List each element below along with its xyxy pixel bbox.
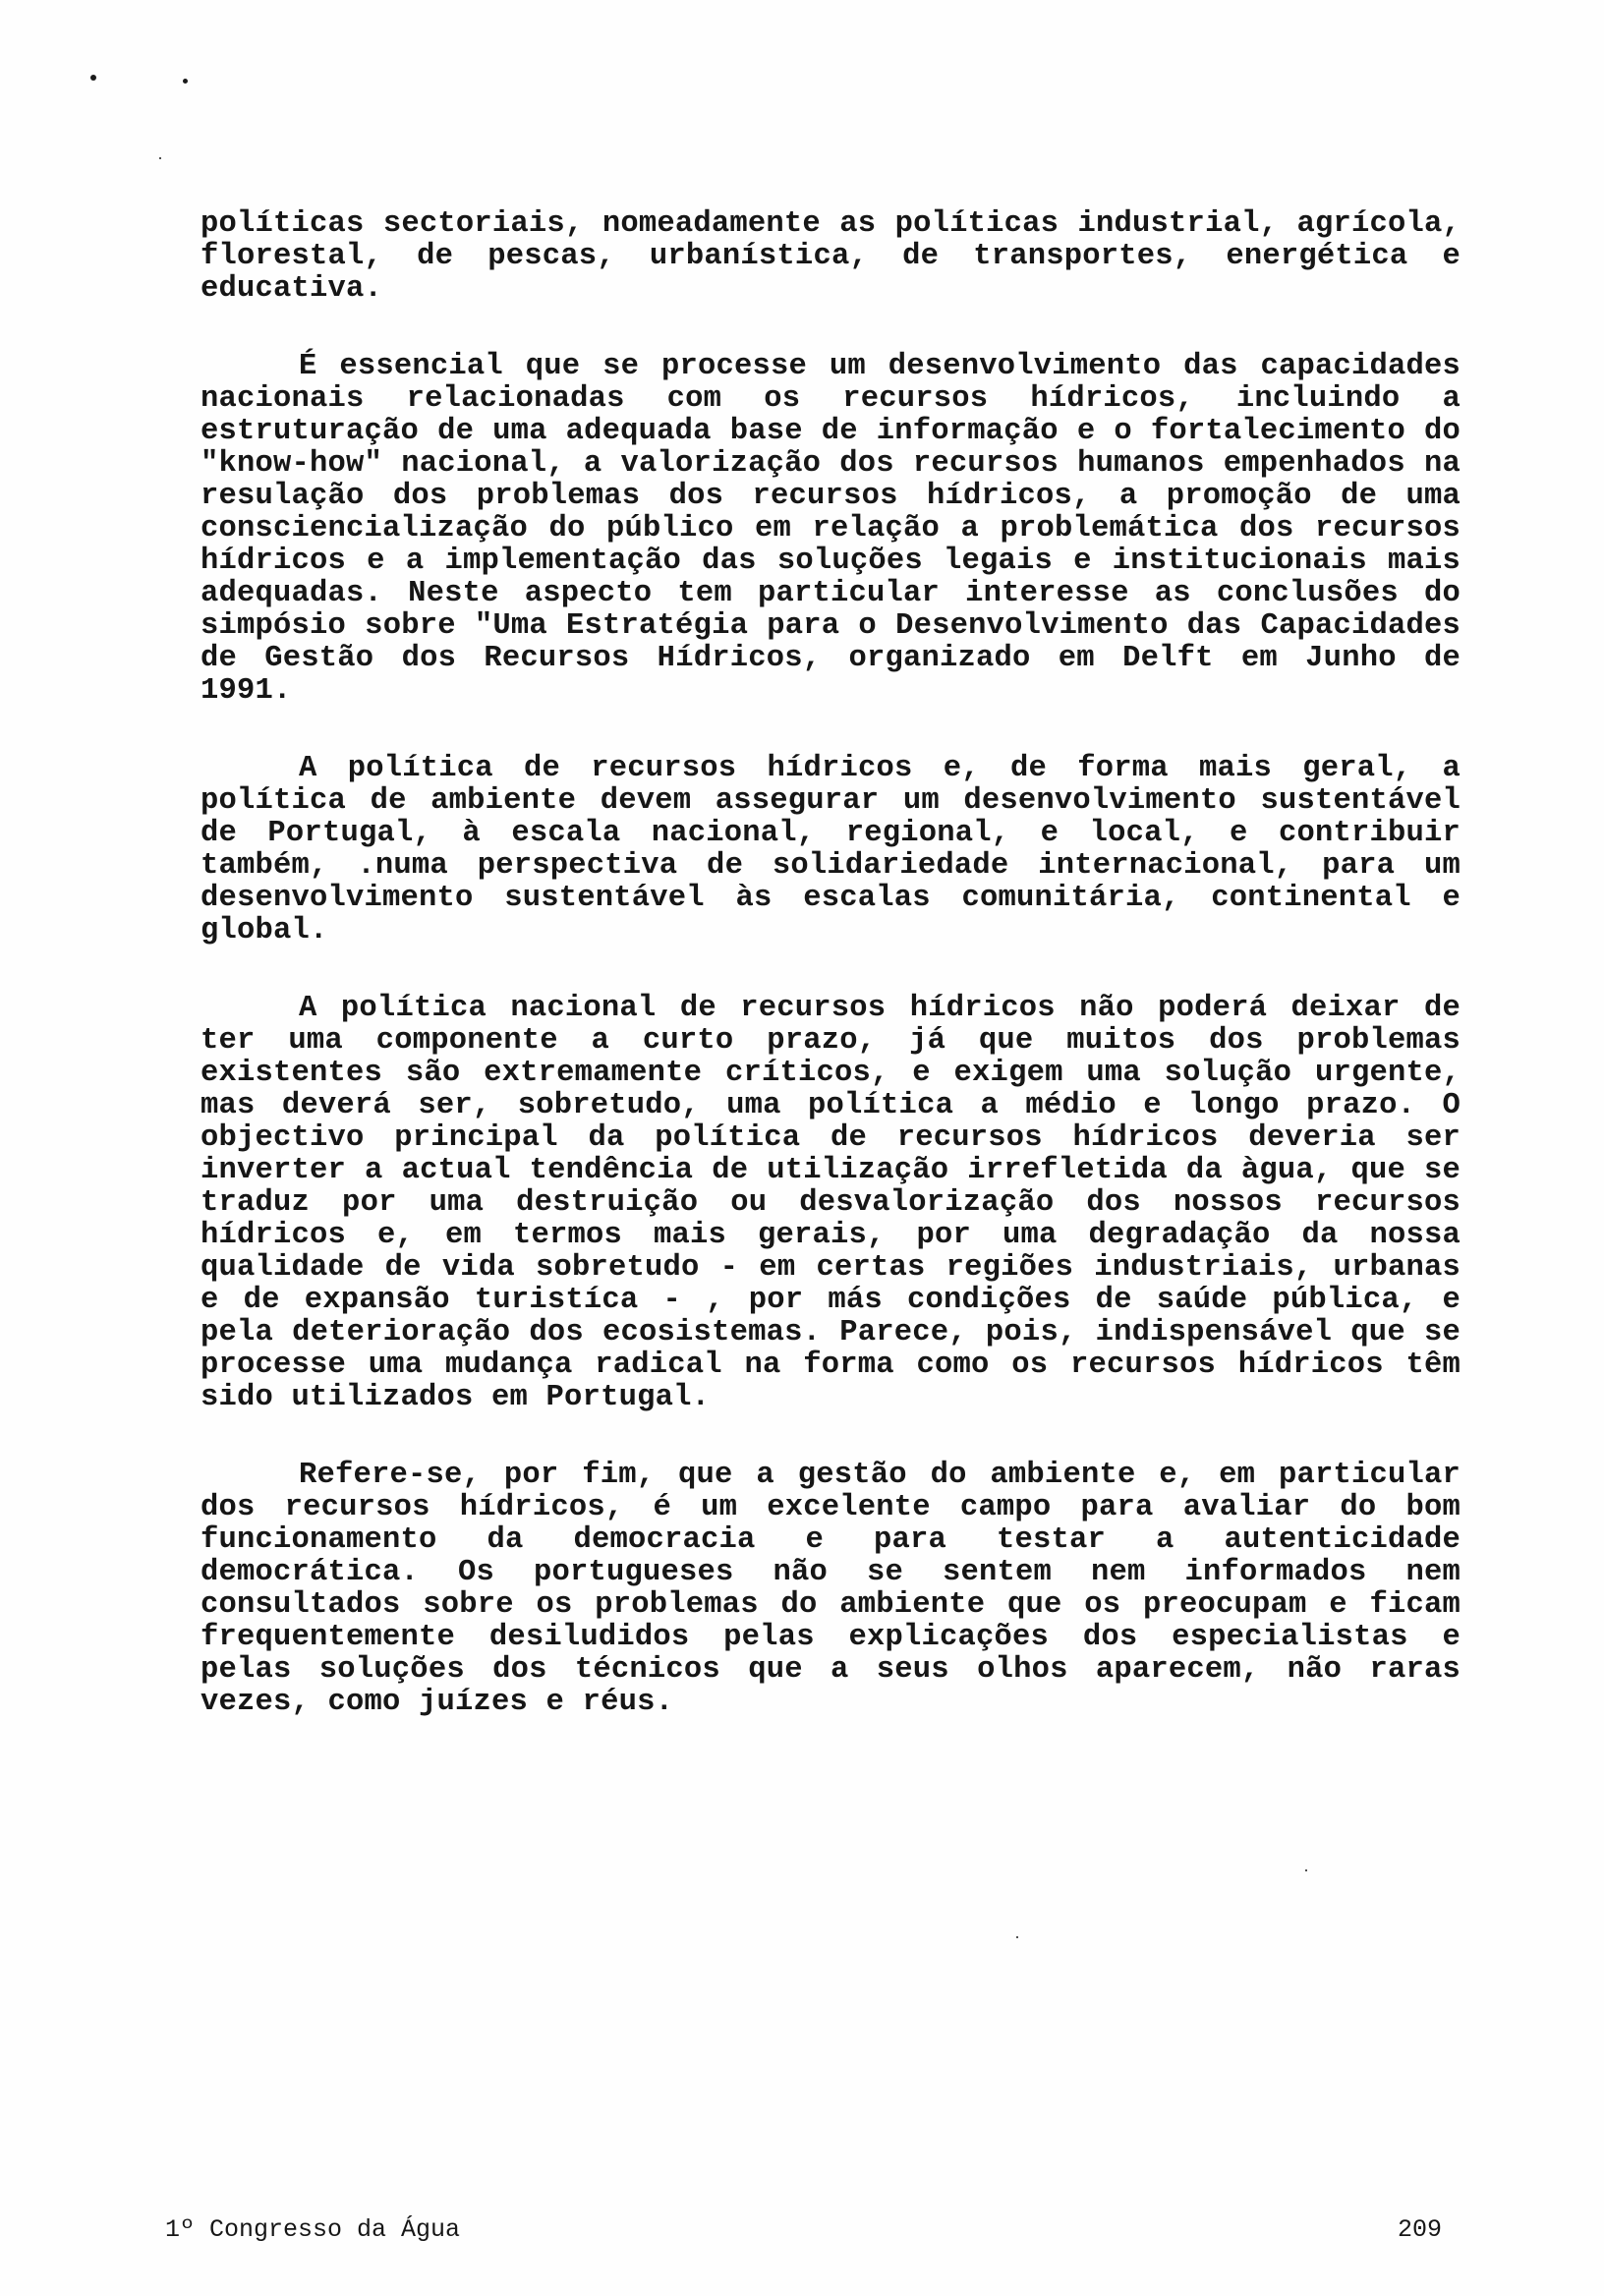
document-body <box>200 208 1461 1764</box>
footer-page-number: 209 <box>1398 2215 1443 2244</box>
paragraph-politica-ambiente: A política de recursos hídricos e, de forma mais geral, a política de ambiente devem assegurar um desenvolvimento sustentável de Portugal, à escala nacional, regional, e local, e contribuir também, .numa perspectiva de solidariedade internacional, para um desenvolvimento sustentável às escalas comunitária, continental e global. <box>200 752 1461 947</box>
paragraph-politica-nacional: A política nacional de recursos hídricos não poderá deixar de ter uma componente a curto prazo, já que muitos dos problemas existentes são extremamente críticos, e exigem uma solução urgente, mas deverá ser, sobretudo, uma política a médio e longo prazo. O objectivo principal da política de recursos hídricos deveria ser inverter a actual tendência de utilização irrefletida da àgua, que se traduz por uma destruição ou desvalorização dos nossos recursos hídricos e, em termos mais gerais, por uma degradação da nossa qualidade de vida sobretudo - em certas regiões industriais, urbanas e de expansão turistíca - , por más condições de saúde pública, e pela deterioração dos ecosistemas. Parece, pois, indispensável que se processe uma mudança radical na forma como os recursos hídricos têm sido utilizados em Portugal. <box>200 992 1461 1414</box>
paragraph-continuation: políticas sectoriais, nomeadamente as políticas industrial, agrícola, florestal, de pescas, urbanística, de transportes, energética e educativa. <box>200 207 1461 306</box>
scan-speck <box>159 157 161 159</box>
footer-conference-title: 1º Congresso da Água <box>165 2215 461 2244</box>
scan-speck <box>90 75 96 81</box>
paragraph-capacidades: É essencial que se processe um desenvolvimento das capacidades nacionais relacionadas com os recursos hídricos, incluindo a estruturação de uma adequada base de informação e o fortalecimento do "know-how" nacional, a valorização dos recursos humanos empenhados na resulação dos problemas dos recursos hídricos, a promoção de uma consciencialização do público em relação a problemática dos recursos hídricos e a implementação das soluções legais e institucionais mais adequadas. Neste aspecto tem particular interesse as conclusões do simpósio sobre "Uma Estratégia para o Desenvolvimento das Capacidades de Gestão dos Recursos Hídricos, organizado em Delft em Junho de 1991. <box>200 350 1461 708</box>
scan-speck <box>183 79 188 84</box>
scan-speck <box>1016 1936 1018 1938</box>
scan-speck <box>1305 1869 1307 1871</box>
paragraph-gestao-ambiente: Refere-se, por fim, que a gestão do ambiente e, em particular dos recursos hídricos, é um excelente campo para avaliar do bom funcionamento da democracia e para testar a autenticidade democrática. Os portugueses não se sentem nem informados nem consultados sobre os problemas do ambiente que os preocupam e ficam frequentemente desiludidos pelas explicações dos especialistas e pelas soluções dos técnicos que a seus olhos aparecem, não raras vezes, como juízes e réus. <box>200 1459 1461 1719</box>
